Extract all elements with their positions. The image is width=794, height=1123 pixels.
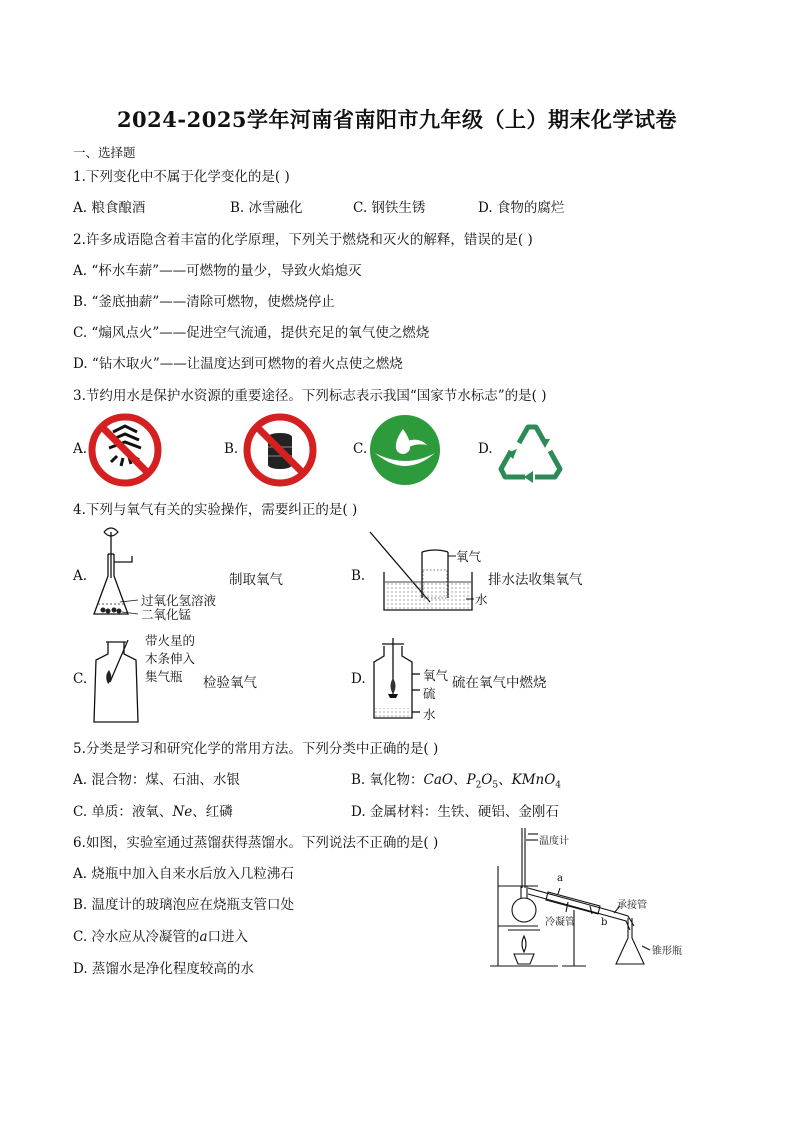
q4-option-d-letter: D. <box>351 671 366 687</box>
q3-stem: 3.节约用水是保护水资源的重要途径。下列标志表示我国“国家节水标志”的是( ) <box>73 388 547 404</box>
section-heading: 一、选择题 <box>73 145 136 160</box>
q6-option-c: C. 冷水应从冷凝管的a口进入 <box>73 929 248 945</box>
q6-fig-condenser-label: 冷凝管 <box>545 917 575 928</box>
q1-option-d: D. 食物的腐烂 <box>478 200 565 216</box>
q6-stem: 6.如图，实验室通过蒸馏获得蒸馏水。下列说法不正确的是( ) <box>73 835 439 851</box>
q4-b-caption: 排水法收集氧气 <box>488 572 583 588</box>
q4-option-c-letter: C. <box>73 671 88 687</box>
q4-option-a-letter: A. <box>73 568 88 584</box>
q4-a-label-mno2: 二氧化锰 <box>141 607 192 622</box>
q1-option-c: C. 钢铁生锈 <box>353 200 426 216</box>
q6-fig-thermometer-label: 温度计 <box>539 836 569 847</box>
q3-option-c-letter: C. <box>353 441 368 457</box>
water-displacement-diagram <box>366 530 482 614</box>
q2-option-b: B. “釜底抽薪”——清除可燃物，使燃烧停止 <box>73 294 335 310</box>
q4-c-label1: 带火星的 <box>145 633 196 648</box>
q3-option-b-letter: B. <box>224 441 239 457</box>
q4-c-caption: 检验氧气 <box>203 675 257 691</box>
q5-stem: 5.分类是学习和研究化学的常用方法。下列分类中正确的是( ) <box>73 741 439 757</box>
q6-fig-adapter-label: 承接管 <box>617 900 647 911</box>
q6-option-d: D. 蒸馏水是净化程度较高的水 <box>73 961 254 977</box>
q3-option-a-letter: A. <box>73 441 88 457</box>
q4-b-label-oxygen: 氧气 <box>456 549 482 564</box>
q6-option-a: A. 烧瓶中加入自来水后放入几粒沸石 <box>73 866 294 882</box>
recycling-sign-icon <box>495 415 569 485</box>
q4-c-label3: 集气瓶 <box>145 669 183 684</box>
q4-b-label-water: 水 <box>475 592 488 607</box>
page-title: 2024-2025学年河南省南阳市九年级（上）期末化学试卷 <box>116 107 678 132</box>
q5-option-b: B. 氧化物：CaO、$P_2O_5$、KMnO$_4$ <box>351 772 562 791</box>
q3-option-d-letter: D. <box>478 441 493 457</box>
q6-fig-flask-label: 锥形瓶 <box>652 946 682 957</box>
q6-fig-label-b: b <box>601 917 608 928</box>
q5-option-a: A. 混合物：煤、石油、水银 <box>73 772 240 788</box>
no-oil-drum-sign-icon <box>241 412 319 488</box>
q2-option-d: D. “钻木取火”——让温度达到可燃物的着火点使之燃烧 <box>73 356 403 372</box>
q1-option-b: B. 冰雪融化 <box>230 200 303 216</box>
q2-stem: 2.许多成语隐含着丰富的化学原理，下列关于燃烧和灭火的解释，错误的是( ) <box>73 232 533 248</box>
gas-bottle-test-diagram <box>88 640 148 726</box>
q1-option-a: A. 粮食酿酒 <box>73 200 146 216</box>
q6-fig-label-a: a <box>557 873 563 884</box>
q4-c-label2: 木条伸入 <box>145 651 196 666</box>
q2-option-c: C. “煽风点火”——促进空气流通，提供充足的氧气使之燃烧 <box>73 325 430 341</box>
q4-d-label-water: 水 <box>423 707 436 722</box>
q5-option-c: C. 单质：液氧、Ne、红磷 <box>73 804 233 820</box>
q6-option-b: B. 温度计的玻璃泡应在烧瓶支管口处 <box>73 897 295 913</box>
q4-a-label-h2o2: 过氧化氢溶液 <box>141 593 217 608</box>
q4-d-label-oxygen: 氧气 <box>423 668 449 683</box>
q2-option-a: A. “杯水车薪”——可燃物的量少，导致火焰熄灭 <box>73 263 362 279</box>
sulfur-combustion-diagram <box>366 638 428 722</box>
q4-d-label-sulfur: 硫 <box>423 686 436 701</box>
q4-option-b-letter: B. <box>351 568 366 584</box>
no-fireworks-sign-icon <box>87 412 163 488</box>
q1-stem: 1.下列变化中不属于化学变化的是( ) <box>73 169 290 185</box>
q4-a-caption: 制取氧气 <box>229 572 283 588</box>
q5-option-d: D. 金属材料：生铁、硬铝、金刚石 <box>351 804 559 820</box>
water-saving-logo-icon <box>367 413 443 487</box>
q4-d-caption: 硫在氧气中燃烧 <box>452 675 547 691</box>
q4-stem: 4.下列与氧气有关的实验操作，需要纠正的是( ) <box>73 502 358 518</box>
